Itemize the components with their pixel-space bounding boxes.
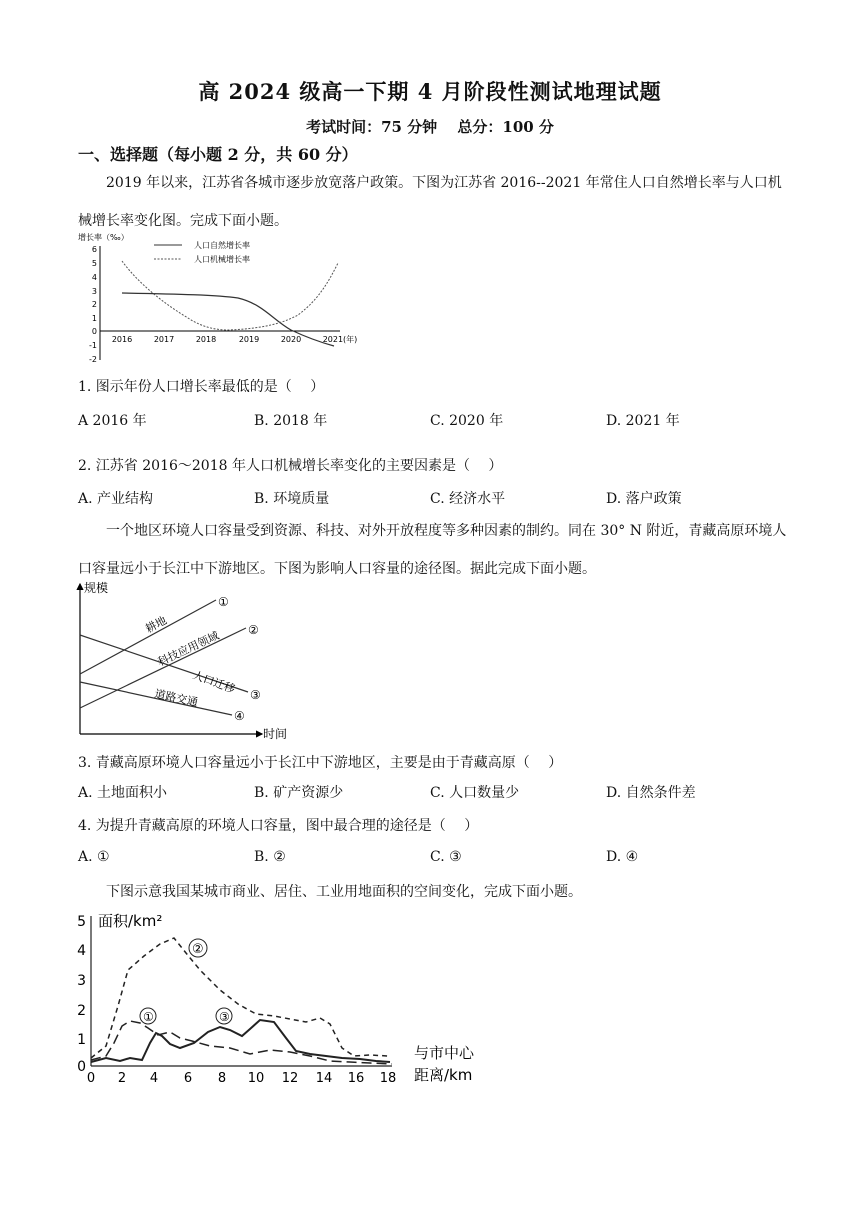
legend-mechanical: 人口机械增长率 [194, 255, 250, 264]
question-4: 4. 为提升青藏高原的环境人口容量，图中最合理的途径是（ ） [78, 818, 479, 834]
xtick: 8 [217, 1071, 227, 1086]
xtick: 0 [86, 1071, 96, 1086]
line-1 [80, 600, 216, 674]
xtick: 2 [117, 1071, 127, 1086]
ytick: 0 [77, 1059, 86, 1075]
xtick: 14 [315, 1071, 333, 1086]
q3-option-b[interactable]: B. 矿产资源少 [254, 785, 344, 801]
question-3: 3. 青藏高原环境人口容量远小于长江中下游地区，主要是由于青藏高原（ ） [78, 755, 563, 771]
question-1: 1. 图示年份人口增长率最低的是（ ） [78, 379, 325, 395]
ytick: -1 [89, 341, 97, 350]
passage-3: 下图示意我国某城市商业、居住、工业用地面积的空间变化，完成下面小题。 [106, 884, 582, 900]
xtick: 2021(年) [322, 335, 358, 344]
chart3-xlabel-line2: 距离/km [414, 1066, 473, 1084]
chart3-ylabel: 面积/km² [98, 912, 163, 930]
ytick: 6 [91, 245, 97, 254]
ytick: 3 [77, 973, 86, 989]
mark-1: ① [218, 595, 229, 609]
ytick: 4 [77, 943, 86, 959]
q4-option-c[interactable]: C. ③ [430, 849, 462, 865]
chart1-ylabel: 增长率（‰） [78, 233, 129, 242]
q1-option-b[interactable]: B. 2018 年 [254, 413, 328, 429]
series-1-label: ① [143, 1010, 154, 1024]
xtick: 10 [247, 1071, 265, 1086]
passage-1: 2019 年以来，江苏省各城市逐步放宽落户政策。下图为江苏省 2016--2021 年常住人口自然增长率与人口机械增长率变化图。完成下面小题。 [78, 175, 782, 229]
mark-2: ② [248, 623, 259, 637]
q4-option-d[interactable]: D. ④ [606, 849, 639, 865]
q1-option-d[interactable]: D. 2021 年 [606, 413, 680, 429]
series-2-line [91, 938, 388, 1058]
q2-option-d[interactable]: D. 落户政策 [606, 491, 682, 507]
q2-option-b[interactable]: B. 环境质量 [254, 491, 330, 507]
xtick: 2019 [238, 335, 260, 344]
chart3-xlabel-line1: 与市中心 [414, 1044, 475, 1062]
page-title: 高 2024 级高一下期 4 月阶段性测试地理试题 [198, 79, 662, 104]
diagram-xlabel: 时间 [263, 727, 288, 741]
passage-2: 一个地区环境人口容量受到资源、科技、对外开放程度等多种因素的制约。同在 30° N 附近，青藏高原环境人口容量远小于长江中下游地区。下图为影响人口容量的途径图。据此完成下面小题。 [78, 523, 787, 577]
label-road: 道路交通 [153, 687, 200, 710]
ytick: 4 [91, 273, 97, 282]
label-tech: 科技应用领域 [155, 629, 222, 669]
ytick: 2 [91, 300, 97, 309]
q4-option-b[interactable]: B. ② [254, 849, 286, 865]
q2-option-a[interactable]: A. 产业结构 [78, 491, 154, 507]
label-migration: 人口迁移 [190, 668, 237, 696]
diagram-capacity-paths [72, 578, 302, 743]
section-heading: 一、选择题（每小题 2 分，共 60 分） [78, 145, 358, 164]
xtick: 2017 [153, 335, 175, 344]
ytick: 3 [91, 287, 97, 296]
ytick: -2 [89, 355, 97, 364]
xtick: 2016 [111, 335, 133, 344]
legend-natural: 人口自然增长率 [194, 241, 250, 250]
q3-option-a[interactable]: A. 土地面积小 [78, 785, 168, 801]
ytick: 5 [77, 914, 86, 930]
series-2-label: ② [192, 942, 204, 957]
xtick: 12 [281, 1071, 299, 1086]
ytick: 2 [77, 1003, 86, 1019]
series-3-line [91, 1020, 390, 1062]
exam-info: 考试时间：75 分钟 总分：100 分 [306, 118, 554, 136]
xtick: 6 [183, 1071, 193, 1086]
chart-growth-rate [78, 228, 378, 368]
series-3-label: ③ [219, 1010, 230, 1024]
ytick: 1 [91, 314, 97, 323]
xtick: 18 [379, 1071, 397, 1086]
ytick: 0 [91, 327, 97, 336]
ytick: 1 [77, 1032, 86, 1048]
q3-option-c[interactable]: C. 人口数量少 [430, 785, 520, 801]
ytick: 5 [91, 259, 97, 268]
q3-option-d[interactable]: D. 自然条件差 [606, 785, 696, 801]
label-farmland: 耕地 [143, 613, 169, 636]
xtick: 16 [347, 1071, 365, 1086]
xtick: 2018 [195, 335, 217, 344]
q1-option-c[interactable]: C. 2020 年 [430, 413, 504, 429]
question-2: 2. 江苏省 2016～2018 年人口机械增长率变化的主要因素是（ ） [78, 458, 503, 474]
mark-3: ③ [250, 688, 261, 702]
q2-option-c[interactable]: C. 经济水平 [430, 491, 506, 507]
q4-option-a[interactable]: A. ① [78, 849, 110, 865]
mark-4: ④ [234, 709, 245, 723]
xtick: 2020 [280, 335, 302, 344]
series-mechanical-growth [122, 261, 338, 330]
xtick: 4 [149, 1071, 159, 1086]
q1-option-a[interactable]: A 2016 年 [78, 413, 147, 429]
chart-land-use [70, 908, 500, 1088]
diagram-ylabel: 规模 [84, 581, 109, 595]
